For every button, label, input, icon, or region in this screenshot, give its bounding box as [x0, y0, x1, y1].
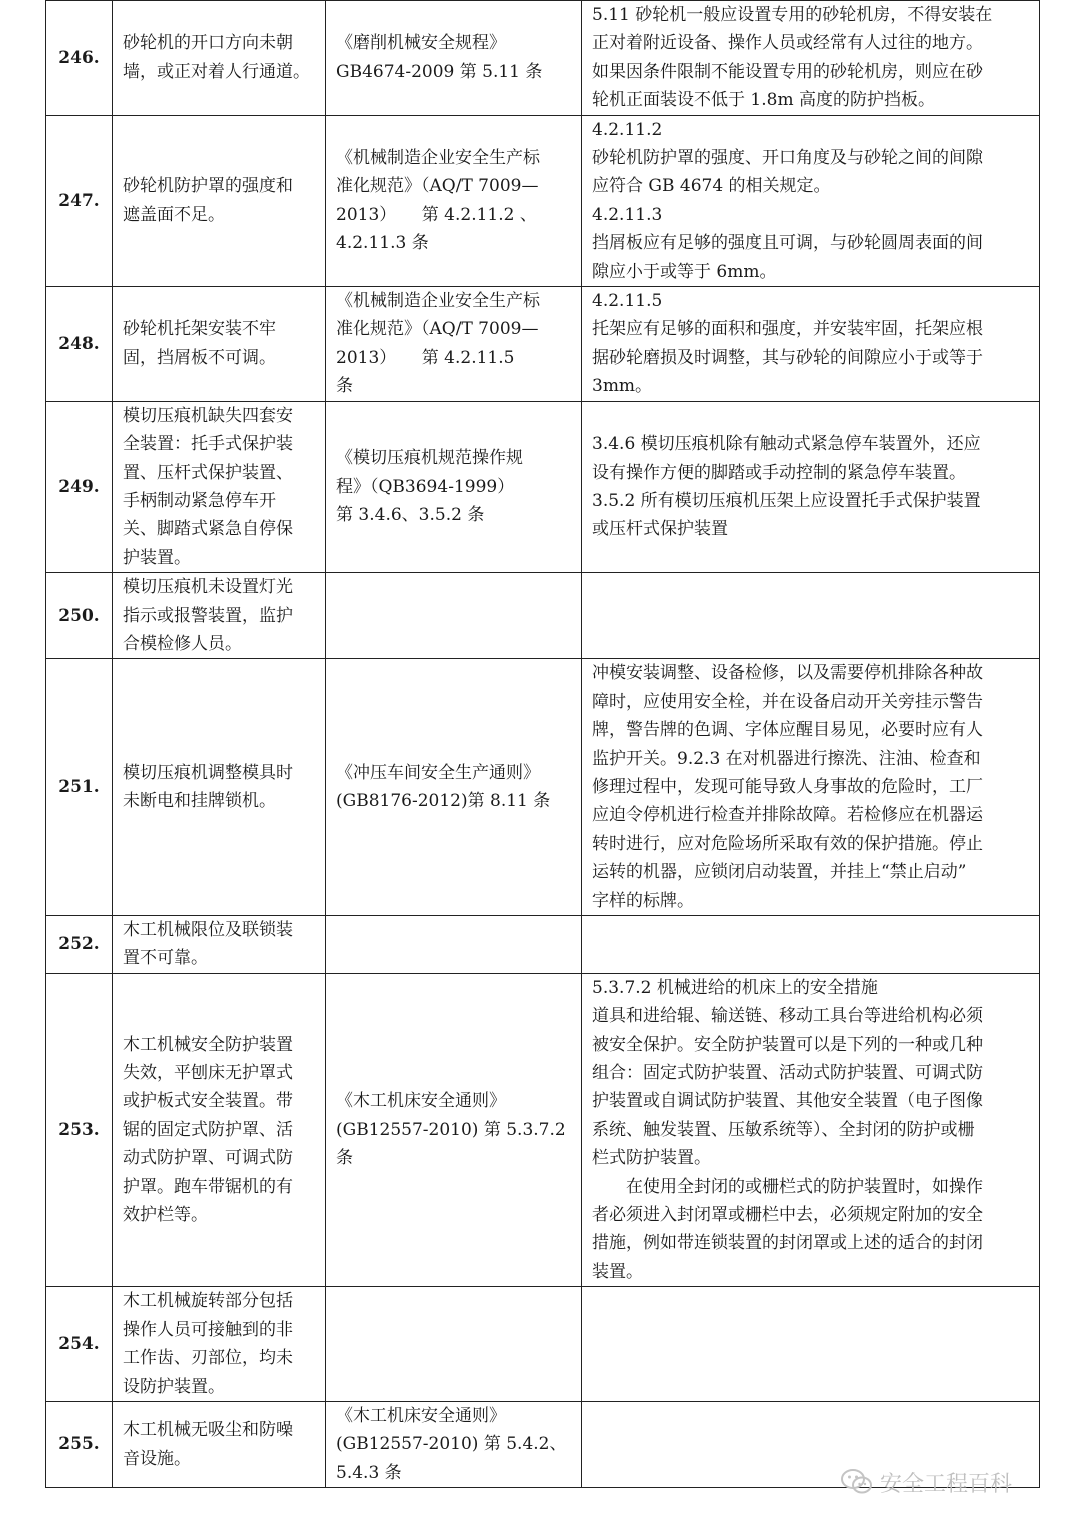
- requirement-line: 4.2.11.3: [592, 204, 663, 225]
- basis-line: 《冲压车间安全生产通则》: [336, 762, 540, 783]
- issue-line: 模切压痕机缺失四套安: [123, 405, 293, 426]
- issue-cell: [113, 1287, 326, 1402]
- basis-line: 第 3.4.6、3.5.2 条: [336, 505, 485, 526]
- basis-line: 程》（QB3694-1999）: [336, 476, 515, 497]
- issue-line: 护装置。: [123, 547, 191, 568]
- issue-line: 护罩。跑车带锯机的有: [123, 1176, 293, 1197]
- row-number: 246.: [46, 1, 113, 116]
- requirement-line: 护装置或自调试防护装置、其他安全装置（电子图像: [592, 1091, 983, 1112]
- row-number: 255.: [46, 1401, 113, 1487]
- basis-line: 《木工机床安全通则》: [336, 1405, 506, 1426]
- watermark: [840, 1462, 1012, 1502]
- requirement-line: 5.3.7.2 机械进给的机床上的安全措施: [592, 977, 878, 998]
- table-row: [46, 1287, 1040, 1402]
- requirement-cell: [582, 401, 1040, 572]
- basis-line: (GB8176-2012)第 8.11 条: [336, 791, 551, 812]
- requirement-line: 挡屑板应有足够的强度且可调，与砂轮圆周表面的间: [592, 233, 983, 254]
- issue-cell: [113, 916, 326, 974]
- basis-line: 条: [336, 376, 353, 397]
- basis-line: (GB12557-2010) 第 5.3.7.2: [336, 1119, 566, 1140]
- row-number: 253.: [46, 973, 113, 1286]
- table-row: [46, 573, 1040, 659]
- issue-line: 未断电和挂牌锁机。: [123, 791, 276, 812]
- row-number: 249.: [46, 401, 113, 572]
- basis-cell: [326, 573, 582, 659]
- issue-line: 指示或报警装置，监护: [123, 605, 293, 626]
- issue-line: 置不可靠。: [123, 948, 208, 969]
- issue-line: 置、压杆式保护装置、: [123, 462, 293, 483]
- requirement-line: 牌，警告牌的色调、字体应醒目易见，必要时应有人: [592, 720, 983, 741]
- basis-cell: [326, 287, 582, 402]
- basis-line: (GB12557-2010) 第 5.4.2、: [336, 1434, 567, 1455]
- row-number: 251.: [46, 659, 113, 916]
- basis-line: GB4674-2009 第 5.11 条: [336, 61, 543, 82]
- issue-line: 墙，或正对着人行通道。: [123, 61, 310, 82]
- table-row: [46, 1, 1040, 116]
- basis-line: 准化规范》（AQ/T 7009—: [336, 176, 539, 197]
- issue-line: 音设施。: [123, 1448, 191, 1469]
- issue-line: 失效，平刨床无护罩式: [123, 1063, 293, 1084]
- basis-cell: [326, 916, 582, 974]
- issue-line: 锯的固定式防护罩、活: [123, 1119, 293, 1140]
- issue-cell: [113, 1401, 326, 1487]
- table-row: [46, 973, 1040, 1286]
- basis-cell: [326, 659, 582, 916]
- requirement-line: 被安全保护。安全防护装置可以是下列的一种或几种: [592, 1034, 983, 1055]
- requirement-line: 正对着附近设备、操作人员或经常有人过往的地方。: [592, 33, 983, 54]
- issue-line: 木工机械旋转部分包括: [123, 1291, 293, 1312]
- hazard-table: [45, 0, 1040, 1488]
- requirement-line: 设有操作方便的脚踏或手动控制的紧急停车装置。: [592, 462, 966, 483]
- basis-cell: [326, 973, 582, 1286]
- table-row: [46, 659, 1040, 916]
- basis-cell: [326, 1, 582, 116]
- requirement-line: 应迫令停机进行检查并排除故障。若检修应在机器运: [592, 805, 983, 826]
- basis-line: 《磨削机械安全规程》: [336, 33, 506, 54]
- requirement-cell: [582, 916, 1040, 974]
- issue-line: 模切压痕机未设置灯光: [123, 577, 293, 598]
- issue-cell: [113, 659, 326, 916]
- requirement-line: 者必须进入封闭罩或栅栏中去，必须规定附加的安全: [592, 1205, 983, 1226]
- requirement-line: 3.5.2 所有模切压痕机压架上应设置托手式保护装置: [592, 490, 981, 511]
- wechat-icon: [840, 1465, 874, 1499]
- row-number: 248.: [46, 287, 113, 402]
- basis-line: 2013） 第 4.2.11.5: [336, 347, 515, 368]
- issue-line: 关、脚踏式紧急自停保: [123, 519, 293, 540]
- requirement-line: 装置。: [592, 1261, 643, 1282]
- requirement-line: 转时进行，应对危险场所采取有效的保护措施。停止: [592, 833, 983, 854]
- requirement-line: 监护开关。9.2.3 在对机器进行擦洗、注油、检查和: [592, 748, 981, 769]
- issue-line: 操作人员可接触到的非: [123, 1319, 293, 1340]
- requirement-line: 4.2.11.2: [592, 119, 663, 140]
- issue-line: 砂轮机托架安装不牢: [123, 319, 276, 340]
- requirement-line: 托架应有足够的面积和强度，并安装牢固，托架应根: [592, 319, 983, 340]
- table-row: [46, 287, 1040, 402]
- basis-cell: [326, 401, 582, 572]
- issue-line: 遮盖面不足。: [123, 204, 225, 225]
- requirement-line: 道具和进给辊、输送链、移动工具台等进给机构必须: [592, 1006, 983, 1027]
- issue-line: 木工机械安全防护装置: [123, 1034, 293, 1055]
- requirement-line: 在使用全封闭的或栅栏式的防护装置时，如操作: [592, 1176, 983, 1197]
- requirement-line: 系统、触发装置、压敏系统等）、全封闭的防护或栅: [592, 1119, 975, 1140]
- basis-line: 《机械制造企业安全生产标: [336, 291, 540, 312]
- requirement-line: 3mm。: [592, 376, 653, 397]
- requirement-line: 隙应小于或等于 6mm。: [592, 261, 777, 282]
- requirement-line: 轮机正面装设不低于 1.8m 高度的防护挡板。: [592, 90, 935, 111]
- issue-line: 工作齿、刃部位，均未: [123, 1348, 293, 1369]
- requirement-line: 栏式防护装置。: [592, 1148, 711, 1169]
- issue-line: 或护板式安全装置。带: [123, 1091, 293, 1112]
- issue-line: 效护栏等。: [123, 1205, 208, 1226]
- issue-cell: [113, 115, 326, 286]
- basis-line: 条: [336, 1148, 353, 1169]
- requirement-cell: [582, 115, 1040, 286]
- row-number: 247.: [46, 115, 113, 286]
- requirement-line: 据砂轮磨损及时调整，其与砂轮的间隙应小于或等于: [592, 347, 983, 368]
- issue-cell: [113, 287, 326, 402]
- requirement-line: 5.11 砂轮机一般应设置专用的砂轮机房，不得安装在: [592, 5, 993, 25]
- issue-cell: [113, 1, 326, 116]
- issue-line: 砂轮机防护罩的强度和: [123, 176, 293, 197]
- table-row: [46, 916, 1040, 974]
- requirement-line: 修理过程中，发现可能导致人身事故的危险时，工厂: [592, 776, 983, 797]
- requirement-line: 字样的标牌。: [592, 890, 694, 911]
- requirement-line: 或压杆式保护装置: [592, 519, 728, 540]
- basis-line: 《木工机床安全通则》: [336, 1091, 506, 1112]
- requirement-line: 砂轮机防护罩的强度、开口角度及与砂轮之间的间隙: [592, 148, 983, 169]
- requirement-line: 如果因条件限制不能设置专用的砂轮机房，则应在砂: [592, 61, 983, 82]
- requirement-line: 冲模安装调整、设备检修，以及需要停机排除各种故: [592, 663, 983, 684]
- requirement-cell: [582, 973, 1040, 1286]
- basis-line: 4.2.11.3 条: [336, 233, 429, 254]
- requirement-line: 3.4.6 模切压痕机除有触动式紧急停车装置外，还应: [592, 434, 981, 455]
- issue-line: 砂轮机的开口方向未朝: [123, 33, 293, 54]
- requirement-cell: [582, 659, 1040, 916]
- table-row: [46, 115, 1040, 286]
- basis-line: 2013） 第 4.2.11.2 、: [336, 204, 537, 225]
- requirement-cell: [582, 1287, 1040, 1402]
- issue-line: 动式防护罩、可调式防: [123, 1148, 293, 1169]
- basis-line: 《机械制造企业安全生产标: [336, 148, 540, 169]
- issue-cell: [113, 973, 326, 1286]
- issue-cell: [113, 573, 326, 659]
- basis-cell: [326, 115, 582, 286]
- basis-line: 准化规范》（AQ/T 7009—: [336, 319, 539, 340]
- requirement-cell: [582, 1, 1040, 116]
- row-number: 252.: [46, 916, 113, 974]
- issue-line: 木工机械无吸尘和防噪: [123, 1420, 293, 1441]
- requirement-cell: [582, 573, 1040, 659]
- issue-line: 设防护装置。: [123, 1376, 225, 1397]
- issue-line: 全装置：托手式保护装: [123, 434, 293, 455]
- issue-line: 木工机械限位及联锁装: [123, 920, 293, 940]
- issue-cell: [113, 401, 326, 572]
- row-number: 250.: [46, 573, 113, 659]
- hazard-table-body: [46, 1, 1040, 1488]
- requirement-line: 措施，例如带连锁装置的封闭罩或上述的适合的封闭: [592, 1233, 983, 1254]
- basis-line: 5.4.3 条: [336, 1462, 402, 1483]
- issue-line: 固，挡屑板不可调。: [123, 347, 276, 368]
- requirement-line: 4.2.11.5: [592, 291, 663, 312]
- requirement-line: 障时，应使用安全栓，并在设备启动开关旁挂示警告: [592, 691, 983, 712]
- requirement-line: 应符合 GB 4674 的相关规定。: [592, 176, 831, 197]
- issue-line: 模切压痕机调整模具时: [123, 762, 293, 783]
- requirement-line: 组合：固定式防护装置、活动式防护装置、可调式防: [592, 1063, 983, 1084]
- table-row: [46, 401, 1040, 572]
- requirement-line: 运转的机器，应锁闭启动装置，并挂上“禁止启动”: [592, 862, 967, 883]
- issue-line: 手柄制动紧急停车开: [123, 490, 276, 511]
- requirement-cell: [582, 287, 1040, 402]
- basis-cell: [326, 1401, 582, 1487]
- watermark-text: 安全工程百科: [880, 1471, 1013, 1497]
- issue-line: 合模检修人员。: [123, 633, 242, 654]
- basis-line: 《模切压痕机规范操作规: [336, 448, 523, 469]
- basis-cell: [326, 1287, 582, 1402]
- row-number: 254.: [46, 1287, 113, 1402]
